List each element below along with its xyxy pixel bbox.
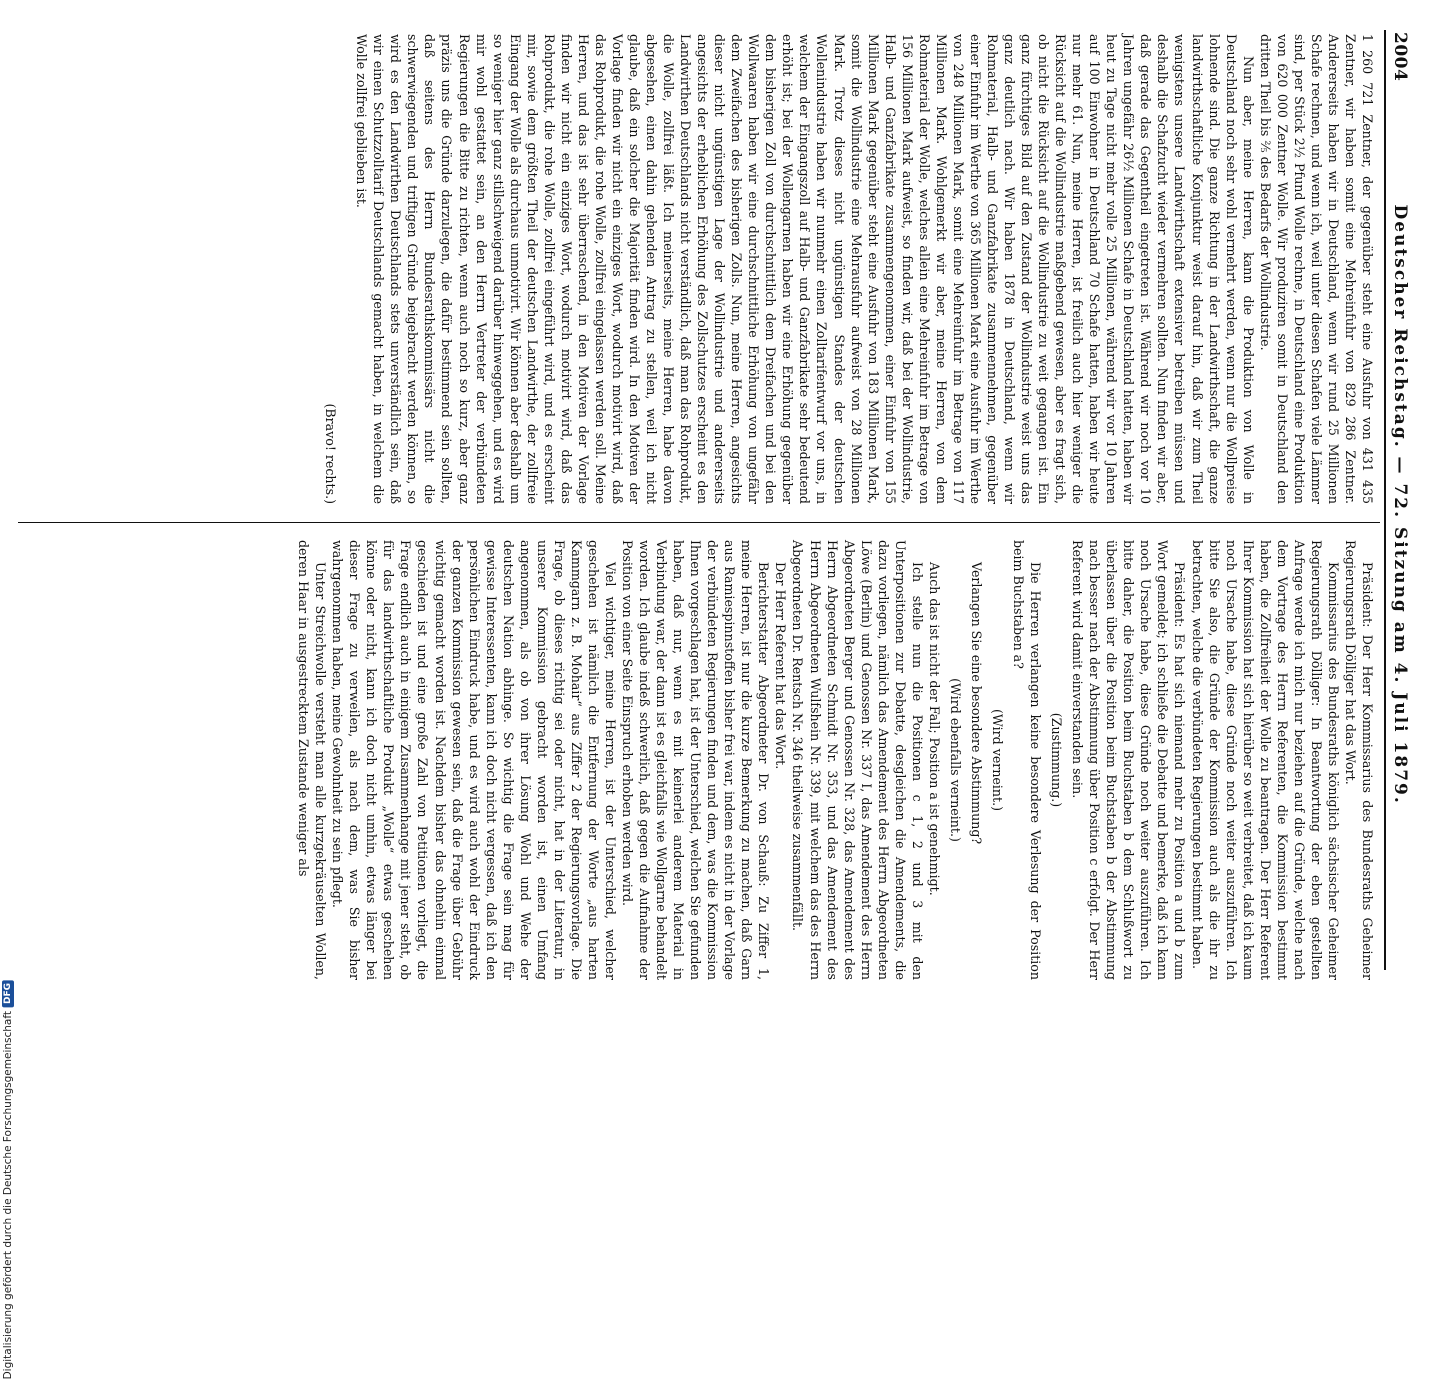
- left-paragraph: Nun aber, meine Herren, kann die Produktion von Wolle in Deutschland noch sehr wohl vermehrt werden, wenn nur die Wollpreise lohnende sind. Die ganze Richtung in der Landwirthschaft, die ganze landwirthschaftliche Konjunktur weist darauf hin, daß wir zum Theil wenigstens unsere Landwirthschaft extensiver betreiben müssen und deshalb die Schafzucht wieder vermehren sollten. Nun finden wir aber, daß gerade das Gegentheil eingetreten ist. Während wir noch vor 10 Jahren ungefähr 26½ Millionen Schafe in Deutschland hatten, haben wir heut zu Tage nicht mehr volle 25 Millionen, während wir vor 10 Jahren auf 100 Einwohner in Deutschland 70 Schafe hatten, haben wir heute nur mehr 61. Nun, meine Herren, ist freilich auch hier weniger die Rücksicht auf die Wollindustrie maßgebend gewesen, aber es fragt sich, ob nicht die Rücksicht auf die Wollindustrie zu weit gegangen ist. Ein ganz fürchtiges Bild auf den Zustand der Wollindustrie weist uns das ganz deutlich nach. Wir haben 1878 in Deutschland, wenn wir Rohmaterial, Halb- und Ganzfabrikate zusammennehmen, gegenüber einer Einfuhr im Werthe von 365 Millionen Mark eine Ausfuhr im Werthe von 248 Millionen Mark, somit eine Mehreinfuhr im Betrage von 117 Millionen Mark. Wohlgemerkt wir aber, meine Herren, von dem Rohmaterial der Wolle, welches allein eine Mehreinfuhr im Betrage von 156 Millionen Mark aufweist, so finden wir, daß bei der Wollindustrie, Halb- und Ganzfabrikate zusammengenommen, einer Einfuhr von 155 Millionen Mark gegenüber steht eine Ausfuhr von 183 Millionen Mark, somit die Wollindustrie eine Mehrausfuhr aufweist von 28 Millionen Mark. Trotz dieses nicht ungünstigen Standes der deutschen Wollenindustrie haben wir nunmehr einen Zolltarifentwurf vor uns, in welchem der Eingangszoll auf Halb- und Ganzfabrikate sehr bedeutend erhöht ist; bei der Wollengarnen haben wir eine Erhöhung gegenüber dem bisherigen Zoll von durchschnittlich dem Dreifachen und bei den Wollwaaren haben wir eine durchschnittliche Erhöhung von ungefähr dem Zweifachen des bisherigen Zolls. Nun, meine Herren, angesichts dieser nicht ungünstigen Lage der Wollindustrie und andererseits angesichts der erheblichen Erhöhung des Zollschutzes erscheint es den Landwirthen Deutschlands nicht verständlich, daß man das Rohprodukt, die Wolle, zollfrei läßt. Ich meinerseits, meine Herren, habe davon abgesehen, einen dahin gehenden Antrag zu stellen, weil ich nicht glaube, daß ein solcher die Majorität finden wird. In den Motiven der Vorlage finden wir nicht ein einziges Wort, wodurch motivirt wird, daß das Rohprodukt, die rohe Wolle, zollfrei eingelassen werden soll. Meine Herren, und das ist sehr überraschend, in den Motiven der Vorlage finden wir nicht ein einziges Wort, wodurch motivirt wird, daß das Rohprodukt, die rohe Wolle, zollfrei eingeführt wird, und es erscheint mir, sowie dem größten Theil der deutschen Landwirthe, der zollfreie Eingang der Wolle als durchaus unmotivirt. Wir können aber deshalb um so weniger hier ganz stillschweigend darüber hinweggehen, und es wird mir wohl gestattet sein, an den Herrn Vertreter der verbündeten Regierungen die Bitte zu richten, wenn auch noch so kurz, aber ganz präzis uns die Gründe darzulegen, die dafür bestimmend sein sollten, daß seitens des Herrn Bundesrathskommissärs nicht die schwerwiegenden und triftigen Gründe beigebracht werden können, so wird es den Landwirthen Deutschlands stets unverständlich sein, daß wir einen Schutzzolltarif Deutschlands gemacht haben, in welchem die Wolle zollfrei geblieben ist.: [354, 34, 1256, 504]
- digitization-footer: [2, 980, 14, 1379]
- right-paragraph: Ich stelle nun die Positionen c 1, 2 und 3 mit den Unterpositionen zur Debatte, desgleichen die Amendements, die dazu vorliegen, nämlich das Amendement des Herrn Abgeordneten Löwe (Berlin) und Genossen Nr. 337 I, das Amendement des Herrn Abgeordneten Berger und Genossen Nr. 328, das Amendement des Herrn Abgeordneten Schmidt Nr. 353, und das Amendement des Herrn Abgeordneten Wulfshein Nr. 339, mit welchem das des Herrn Abgeordneten Dr. Rentsch Nr. 346 theilweise zusammenfällt.: [790, 540, 925, 980]
- left-closing-remark: (Bravo! rechts.): [323, 403, 339, 504]
- right-paragraph: Berichterstatter Abgeordneter Dr. von Schauß: Zu Ziffer 1, meine Herren, ist nur die kurze Bemerkung zu machen, daß Garn aus Ramiespinnstoffen bisher frei war, indem es nicht in der Vorlage der verbündeten Regierungen finden und dem, was die Kommission Ihnen vorgeschlagen hat, ist der Unterschied, welchen Sie gefunden haben, daß nur, wenn es mit keinerlei anderem Material in Verbindung war, der dann ist es gleichfalls wie Wollgarne behandelt worden. Ich glaube indeß schwerlich, daß gegen die Aufnahme der Position von einer Seite Einspruch erhoben werden wird.: [620, 540, 772, 980]
- right-paragraph: Präsident: Es hat sich niemand mehr zu Position a und b zum Wort gemeldet; ich schließe die Debatte und bemerke, daß ich kann noch Ursache habe, diese Gründe noch weiter auszuführen. Ich bitte daher, die Position beim Buchstaben b dem Schlußwort zu überlassen über die Position beim Buchstaben b der Abstimmung nach besser nach der Abstimmung über Position c erfolgt. Der Herr Referent wird damit einverstanden sein.: [1070, 540, 1188, 980]
- right-paragraph: Präsident: Der Herr Kommissarius des Bundesraths Geheimer Regierungsrath Dölliger hat das Wort.: [1342, 540, 1375, 980]
- column-divider: [18, 522, 1380, 523]
- right-paragraph: Unter Streichwolle versteht man alle kurzgekräuselten Wollen, deren Haar in ausgestrecktem Zustande weniger als: [296, 540, 329, 980]
- page-title: Deutscher Reichstag. — 72. Sitzung am 4. Juli 1879.: [1390, 204, 1410, 805]
- right-column: [295, 540, 1376, 980]
- left-paragraph: 1 260 721 Zentner, der gegenüber steht eine Ausfuhr von 431 435 Zentner, wir haben somit eine Mehreinfuhr von 829 286 Zentner. Andererseits haben wir in Deutschland, wenn wir rund 25 Millionen Schafe rechnen, und wenn ich, weil unter diesen Schafen viele Lämmer sind, per Stück 2½ Pfund Wolle rechne, in Deutschland eine Produktion von 620 000 Zentner Wolle. Wir produziren somit in Deutschland den dritten Theil bis ⅖ des Bedarfs der Wollindustrie.: [1257, 34, 1375, 504]
- page-number: 2004: [1390, 32, 1410, 82]
- left-column: [322, 34, 1376, 504]
- right-interjection: (Wird ebenfalls verneint.): [947, 678, 963, 842]
- header-rule: [1384, 30, 1386, 970]
- page-header: [1390, 32, 1414, 968]
- right-paragraph: Auch das ist nicht der Fall; Position a ist genehmigt.: [926, 562, 942, 896]
- right-interjection: (Wird verneint.): [990, 708, 1006, 812]
- right-paragraph: Verlangen Sie eine besondere Abstimmung?: [968, 562, 984, 845]
- right-paragraph: Kommissarius des Bundesraths königlich sächsischer Geheimer Regierungsrath Dölliger: In Beantwortung der eben gestellten Anfrage werde ich mich nur beziehen auf die Gründe, welche nach dem Vortrage des Herrn Referenten, die Kommission bestimmt haben, die Zollfreiheit der Wolle zu beantragen. Der Herr Referent Ihrer Kommission hat sich hierüber so weit verbreitet, daß ich kaum noch Ursache habe, diese Gründe noch weiter auszuführen. Ich bitte Sie also, die Gründe der Kommission auch als die ihr zu betrachten, welche die verbündeten Regierungen bestimmt haben.: [1189, 540, 1341, 980]
- right-interjection: (Zustimmung.): [1049, 712, 1065, 808]
- right-paragraph: Der Herr Referent hat das Wort.: [773, 562, 789, 770]
- dfg-logo: DFG: [2, 980, 14, 1007]
- right-paragraph: Die Herren verlangen keine besondere Verlesung der Position beim Buchstaben a?: [1011, 540, 1044, 980]
- right-paragraph: Viel wichtiger, meine Herren, ist der Unterschied, welcher geschehen ist nämlich die Entfernung der Worte „aus harten Kammgarn z. B. Mohair“ aus Ziffer 2 der Regierungsvorlage. Die Frage, ob dieses richtig sei oder nicht, hat in der Literatur, in unserer Kommission gebracht worden ist, einen Umfang angenommen, als ob von ihrer Lösung Wohl und Wehe der deutschen Nation abhinge. So wichtig die Frage sein mag für gewisse Interessenten, kann ich doch nicht vergessen, daß ich den persönlichen Eindruck habe, und es wird auch wohl der Eindruck der ganzen Kommission gewesen sein, daß die Frage über Gebühr wichtig gemacht worden ist. Nachdem bisher das ohnehin einmal geschieden ist und eine große Zahl von Petitionen vorliegt, die Frage endlich auch in einigem Zusammenhange mit jener steht, ob für das landwirthschaftliche Produkt „Wolle“ etwas geschehen könne oder nicht, kann ich doch nicht umhin, etwas länger bei dieser Frage zu verweilen, als nach dem, was Sie bisher wahrgenommen haben, meine Gewohnheit zu sein pflegt.: [330, 540, 618, 980]
- digitization-note: Digitalisierung gefördert durch die Deutsche Forschungsgemeinschaft: [2, 1011, 14, 1379]
